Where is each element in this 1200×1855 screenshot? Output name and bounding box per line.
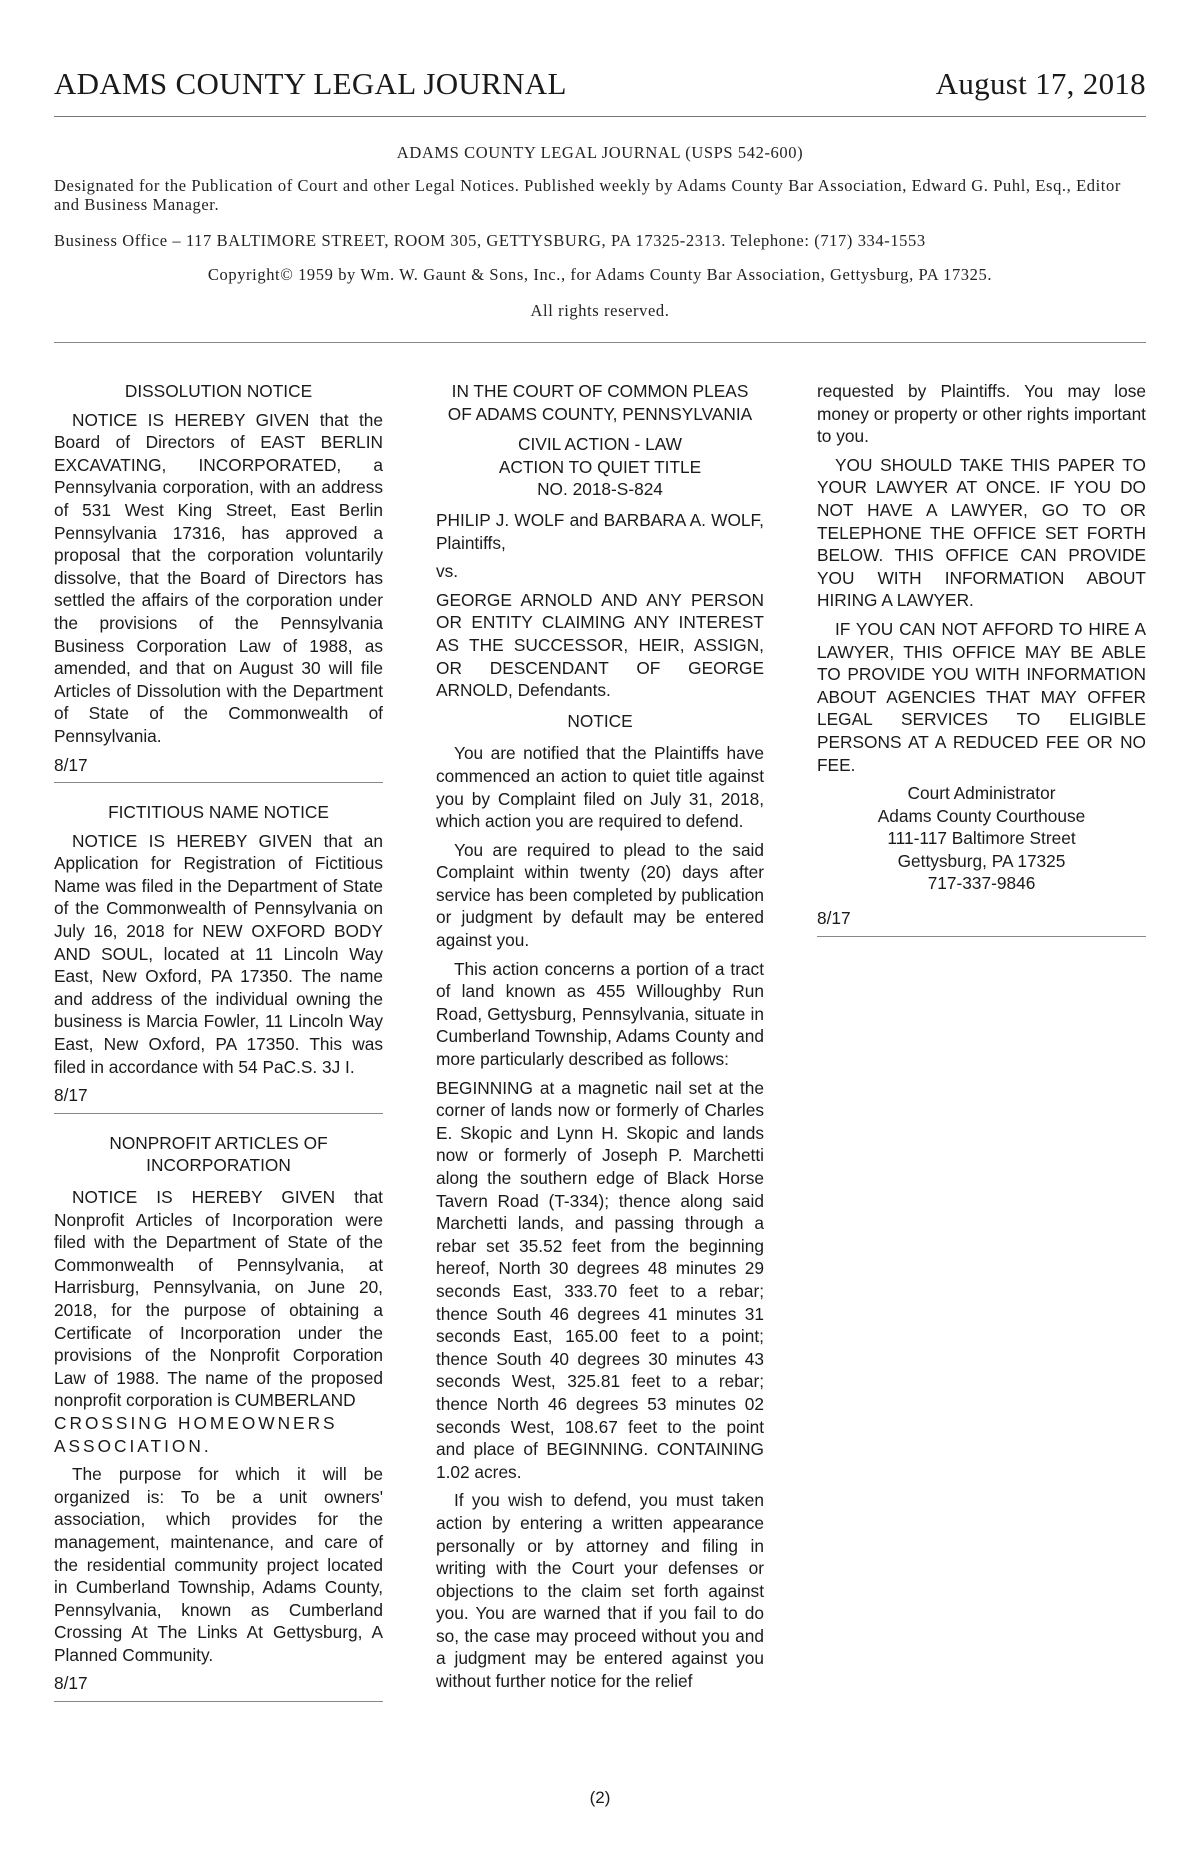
masthead: [54, 66, 1146, 117]
notice-date: 8/17: [54, 1673, 88, 1694]
notice-heading: NOTICE: [567, 710, 633, 731]
notice-divider: [817, 936, 1146, 937]
notice-body-continued: CROSSING HOMEOWNERS ASSOCIATION.: [54, 1412, 338, 1456]
notice-date: 8/17: [54, 1085, 88, 1106]
fictitious-name-notice: [54, 801, 383, 1107]
dissolution-notice: [54, 380, 383, 776]
notice-purpose: The purpose for which it will be organized is: To be a unit owners' association, which provides for the management, maintenance, and care of the residential community project located in Cumberland Township, Adams County, Pennsylvania, known as Cumberland Crossing At The Links At Gettysburg, A Planned Community.: [54, 1464, 383, 1665]
notice-title-line-1: NONPROFIT ARTICLES OF: [109, 1132, 328, 1153]
notice-date: 8/17: [54, 754, 88, 775]
notice-divider: [54, 1701, 383, 1702]
notice-body: NOTICE IS HEREBY GIVEN that an Application for Registration of Fictitious Name was filed in the Department of State of the Commonwealth of Pennsylvania on July 16, 2018 for NEW OXFORD BODY AND SOUL, located at 11 Lincoln Way East, New Oxford, PA 17350. The name and address of the individual owning the business is Marcia Fowler, 11 Lincoln Way East, New Oxford, PA 17350. This was filed in accordance with 54 PaC.S. 3J I.: [54, 830, 383, 1077]
court-administrator-address: [817, 782, 1146, 895]
business-office-line: Business Office – 117 BALTIMORE STREET, ROOM 305, GETTYSBURG, PA 17325-2313. Telephone: (717) 334-1553: [54, 231, 926, 250]
versus: vs.: [436, 561, 459, 582]
notice-divider: [54, 1113, 383, 1114]
action-title: ACTION TO QUIET TITLE: [498, 456, 702, 477]
admin-building: Adams County Courthouse: [877, 805, 1086, 826]
court-paragraph-5: If you wish to defend, you must taken action by entering a written appearance personally or by attorney and filing in writing with the Court your defenses or objections to the claim set forth against you. You are warned that if you fail to do so, the case may proceed without you and a judgment may be entered against you without further notice for the relief: [436, 1490, 764, 1692]
notice-date: 8/17: [817, 908, 851, 929]
column-right: [817, 380, 1146, 955]
notice-body: NOTICE IS HEREBY GIVEN that the Board of Directors of EAST BERLIN EXCAVATING, INCORPORATED, a Pennsylvania corporation, with an address of 531 West King Street, East Berlin Pennsylvania 17316, has approved a proposal that the corporation voluntarily dissolve, that the Board of Directors has settled the affairs of the corporation under the provisions of the Pennsylvania Business Corporation Law of 1988, as amended, and that on August 30 will file Articles of Dissolution with the Department of State of the Commonwealth of Pennsylvania.: [54, 409, 383, 746]
admin-street: 111-117 Baltimore Street: [887, 828, 1076, 849]
rights-line: All rights reserved.: [530, 301, 670, 320]
plaintiffs: PHILIP J. WOLF and BARBARA A. WOLF, Plaintiffs,: [436, 509, 764, 553]
notice-title: DISSOLUTION NOTICE: [124, 381, 313, 401]
designated-line: Designated for the Publication of Court and other Legal Notices. Published weekly by Adams County Bar Association, Edward G. Puhl, Esq., Editor and Business Manager.: [54, 176, 1121, 214]
issue-date: August 17, 2018: [935, 66, 1146, 101]
notice-divider: [54, 782, 383, 783]
action-type: CIVIL ACTION - LAW: [518, 434, 682, 455]
notice-title-line-2: INCORPORATION: [146, 1155, 291, 1176]
notice-body: NOTICE IS HEREBY GIVEN that Nonprofit Articles of Incorporation were filed with the Department of State of the Commonwealth of Pennsylvania, at Harrisburg, Pennsylvania, on June 20, 2018, for the purpose of obtaining a Certificate of Incorporation under the provisions of the Nonprofit Corporation Law of 1988. The name of the proposed nonprofit corporation is CUMBERLAND: [54, 1187, 383, 1411]
notice-title: FICTITIOUS NAME NOTICE: [108, 802, 329, 823]
court-paragraph-2: You are required to plead to the said Complaint within twenty (20) days after service has been completed by publication or judgment by default may be entered against you.: [436, 839, 764, 951]
court-paragraph-3: This action concerns a portion of a tract of land known as 455 Willoughby Run Road, Gettysburg, Pennsylvania, situate in Cumberland Township, Adams County and more particularly described as follows:: [436, 958, 764, 1070]
court-paragraph-6: requested by Plaintiffs. You may lose money or property or other rights important to you.: [817, 381, 1146, 447]
admin-city: Gettysburg, PA 17325: [897, 850, 1066, 871]
column-left: [54, 380, 383, 1720]
page-number: (2): [589, 1788, 611, 1807]
case-number: NO. 2018-S-824: [537, 479, 663, 500]
header-divider: [54, 342, 1146, 343]
usps-line: ADAMS COUNTY LEGAL JOURNAL (USPS 542-600): [396, 143, 804, 162]
copyright-line: Copyright© 1959 by Wm. W. Gaunt & Sons, Inc., for Adams County Bar Association, Gettysburg, PA 17325.: [207, 265, 993, 284]
column-middle: [436, 380, 764, 1699]
nonprofit-notice: [54, 1132, 383, 1695]
property-description: BEGINNING at a magnetic nail set at the corner of lands now or formerly of Charles E. Skopic and Lynn H. Skopic and lands now or formerly of Joseph P. Marchetti along the southern edge of Black Horse Tavern Road (T-334); thence along said Marchetti lands, and passing through a rebar set 35.52 feet from the beginning hereof, North 30 degrees 48 minutes 29 seconds East, 333.70 feet to a rebar; thence South 46 degrees 41 minutes 31 seconds East, 165.00 feet to a point; thence South 40 degrees 30 minutes 43 seconds West, 325.81 feet to a rebar; thence North 46 degrees 53 minutes 02 seconds West, 108.67 feet to the point and place of BEGINNING. CONTAINING 1.02 acres.: [436, 1077, 764, 1482]
defendants: GEORGE ARNOLD AND ANY PERSON OR ENTITY CLAIMING ANY INTEREST AS THE SUCCESSOR, HEIR, ASSIGN, OR DESCENDANT OF GEORGE ARNOLD, Defendants.: [436, 589, 764, 701]
court-paragraph-7: YOU SHOULD TAKE THIS PAPER TO YOUR LAWYER AT ONCE. IF YOU DO NOT HAVE A LAWYER, GO TO OR TELEPHONE THE OFFICE SET FORTH BELOW. THIS OFFICE CAN PROVIDE YOU WITH INFORMATION ABOUT HIRING A LAWYER.: [817, 454, 1146, 611]
court-name-line-1: IN THE COURT OF COMMON PLEAS: [451, 381, 749, 401]
journal-name: ADAMS COUNTY LEGAL JOURNAL: [54, 66, 567, 101]
admin-title: Court Administrator: [907, 783, 1056, 804]
court-paragraph-8: IF YOU CAN NOT AFFORD TO HIRE A LAWYER, THIS OFFICE MAY BE ABLE TO PROVIDE YOU WITH INFORMATION ABOUT AGENCIES THAT MAY OFFER LEGAL SERVICES TO ELIGIBLE PERSONS AT A REDUCED FEE OR NO FEE.: [817, 618, 1146, 775]
court-paragraph-1: You are notified that the Plaintiffs have commenced an action to quiet title against you by Complaint filed on July 31, 2018, which action you are required to defend.: [436, 743, 764, 832]
court-name-line-2: OF ADAMS COUNTY, PENNSYLVANIA: [447, 403, 753, 424]
admin-phone: 717-337-9846: [927, 873, 1036, 894]
